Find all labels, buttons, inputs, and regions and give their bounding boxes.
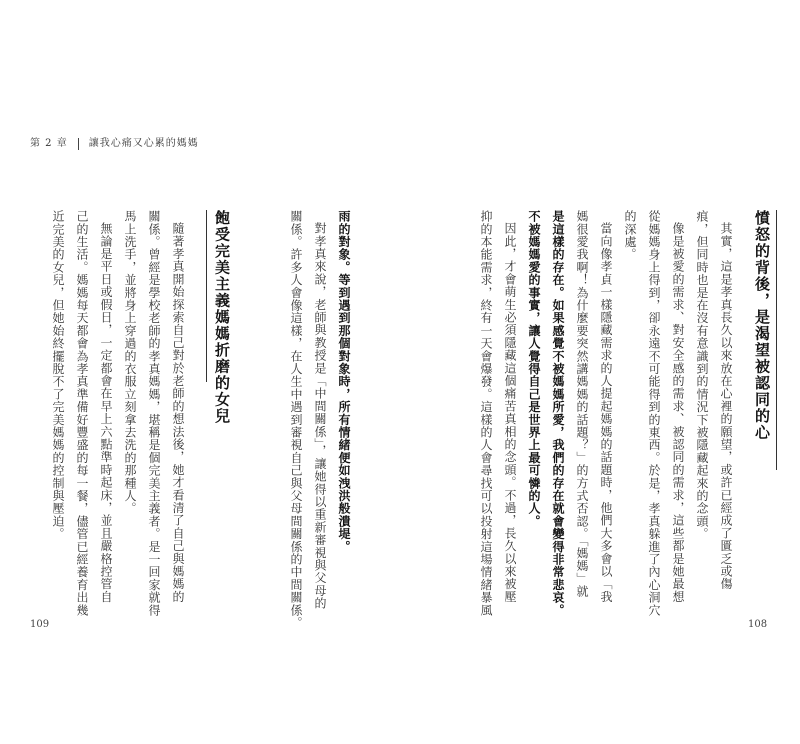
continuation-line-2: 對孝真來說，老師與教授是「中間關係」，讓她得以重新審視與父母的: [313, 222, 327, 610]
chapter-title: 讓我心痛又心累的媽媽: [88, 138, 199, 149]
body-line-6: 近完美的女兒，但她始終擺脫不了完美媽媽的控制與壓迫。: [51, 210, 65, 541]
heading-bar: [206, 210, 207, 382]
body-line-6: 當向像孝貞一樣隱藏需求的人提起媽媽的話題時，他們大多會以「我: [599, 222, 613, 603]
body-line-1: 其實，這是孝真長久以來放在心裡的願望，或許已經成了匱乏或傷: [719, 222, 733, 591]
body-line-4: 從媽媽身上得到，卻永遠不可能得到的東西。於是，孝真躲進了內心洞穴: [647, 210, 661, 617]
body-line-2: 關係。曾經是學校老師的孝真媽媽，堪稱是個完美主義者。是一回家就得: [147, 210, 161, 617]
running-head-divider: [78, 138, 79, 150]
body-line-2: 痕，但同時也是在沒有意識到的情況下被隱藏起來的念頭。: [695, 210, 709, 541]
body-line-1: 隨著孝真開始探索自己對於老師的想法後，她才看清了自己與媽媽的: [171, 222, 185, 603]
body-line-3: 馬上洗手，並將身上穿過的衣服立刻拿去洗的那種人。: [123, 210, 137, 515]
page-number: 109: [30, 619, 50, 630]
body-line-9: 不被媽媽愛的事實，讓人覺得自己是世界上最可憐的人。: [527, 210, 541, 528]
body-line-3: 像是被愛的需求、對安全感的需求、被認同的需求，這些都是她最想: [671, 222, 685, 603]
chapter-label: 第 2 章: [30, 138, 68, 149]
running-head: [30, 134, 199, 150]
body-line-5: 己的生活。媽媽每天都會為孝真準備好豐盛的每一餐，儘管已經養育出幾: [75, 210, 89, 617]
page-number: 108: [748, 619, 768, 630]
right-page: [400, 0, 800, 744]
body-line-7: 媽很愛我啊！為什麼要突然講媽媽的話題？」的方式否認。「媽媽」就: [575, 210, 589, 598]
body-line-10: 因此，才會萌生必須隱藏這個痛苦真相的念頭。不過，長久以來被壓: [503, 222, 517, 603]
heading-bar: [776, 210, 777, 470]
continuation-line-1: 雨的對象。等到遇到那個對象時，所有情緒便如洩洪般潰堤。: [337, 210, 351, 553]
body-line-5: 的深處。: [623, 210, 637, 261]
body-line-4: 無論是平日或假日，一定都會在早上六點準時起床，並且嚴格控管自: [99, 222, 113, 603]
section-heading: 飽受完美主義媽媽折磨的女兒: [213, 210, 231, 425]
body-line-8: 是這樣的存在。如果感覺不被媽媽所愛，我們的存在就會變得非常悲哀。: [551, 210, 565, 617]
body-line-11: 抑的本能需求，終有一天會爆發。這樣的人會尋找可以投射這場情緒暴風: [479, 210, 493, 617]
continuation-line-3: 關係。許多人會像這樣，在人生中遇到審視自己與父母間關係的中間關係。: [289, 210, 303, 630]
section-heading: 憤怒的背後，是渴望被認同的心: [753, 210, 771, 441]
